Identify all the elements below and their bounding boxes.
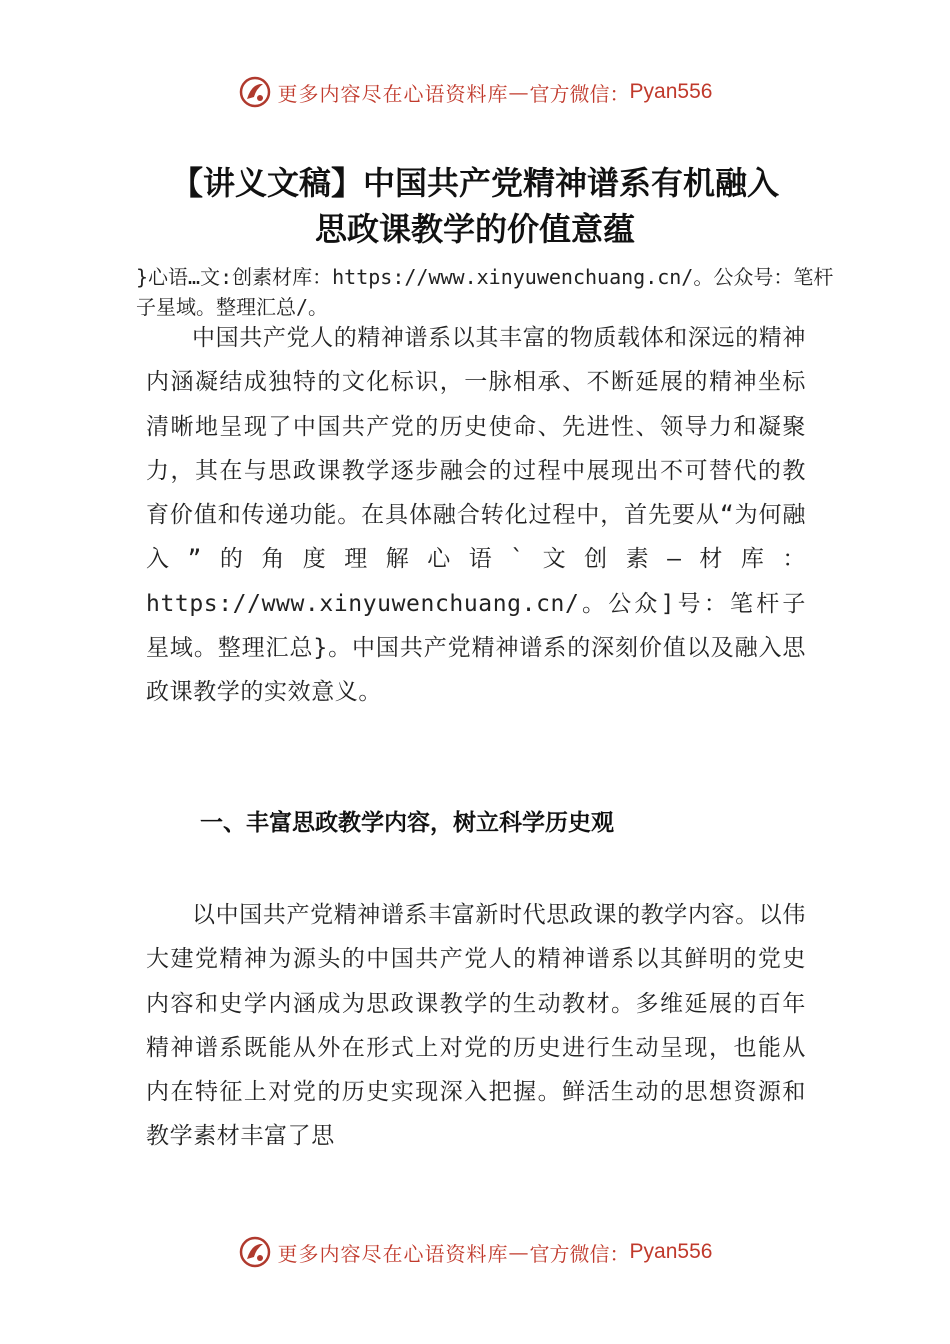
banner-slogan: 更多内容尽在心语资料库 [277,1241,509,1266]
banner-wechat-label: 官方微信： [529,1241,630,1266]
banner-slogan: 更多内容尽在心语资料库 [277,81,509,106]
banner-dash: — [508,1240,530,1264]
section-heading-1: 一、丰富思政教学内容，树立科学历史观 [200,810,614,836]
header-banner [0,72,950,112]
body-paragraph-1: 中国共产党人的精神谱系以其丰富的物质载体和深远的精神内涵凝结成独特的文化标识，一脉相承、不断延展的精神坐标清晰地呈现了中国共产党的历史使命、先进性、领导力和凝聚力，其在与思政课教学逐步融会的过程中展现出不可替代的教育价值和传递功能。在具体融合转化过程中，首先要从“为何融入”的角度理解心语`文创素—材库：https://www.xinyuwenchuang.cn/。公众]号：笔杆子星域。整理汇总}。中国共产党精神谱系的深刻价值以及融入思政课教学的实效意义。 [146,325,806,706]
body-paragraph-2: 以中国共产党精神谱系丰富新时代思政课的教学内容。以伟大建党精神为源头的中国共产党人的精神谱系以其鲜明的党史内容和史学内涵成为思政课教学的生动教材。多维延展的百年精神谱系既能从外在形式上对党的历史进行生动呈现，也能从内在特征上对党的历史实现深入把握。鲜活生动的思想资源和教学素材丰富了思 [146,902,806,1150]
brand-logo-icon [238,1235,272,1269]
source-note: }心语…文:创素材库：https://www.xinyuwenchuang.cn/。公众号：笔杆子星域。整理汇总/。 [136,265,834,319]
banner-wechat-id: Pyan556 [629,1240,713,1263]
banner-wechat-label: 官方微信： [529,81,630,106]
document-title [100,160,850,252]
footer-banner [0,1232,950,1272]
title-line-2: 思政课教学的价值意蕴 [314,210,635,248]
banner-dash: — [508,80,530,104]
banner-wechat-id: Pyan556 [629,80,713,103]
brand-logo-icon [238,75,272,109]
title-line-1: 【讲义文稿】中国共产党精神谱系有机融入 [170,164,779,202]
